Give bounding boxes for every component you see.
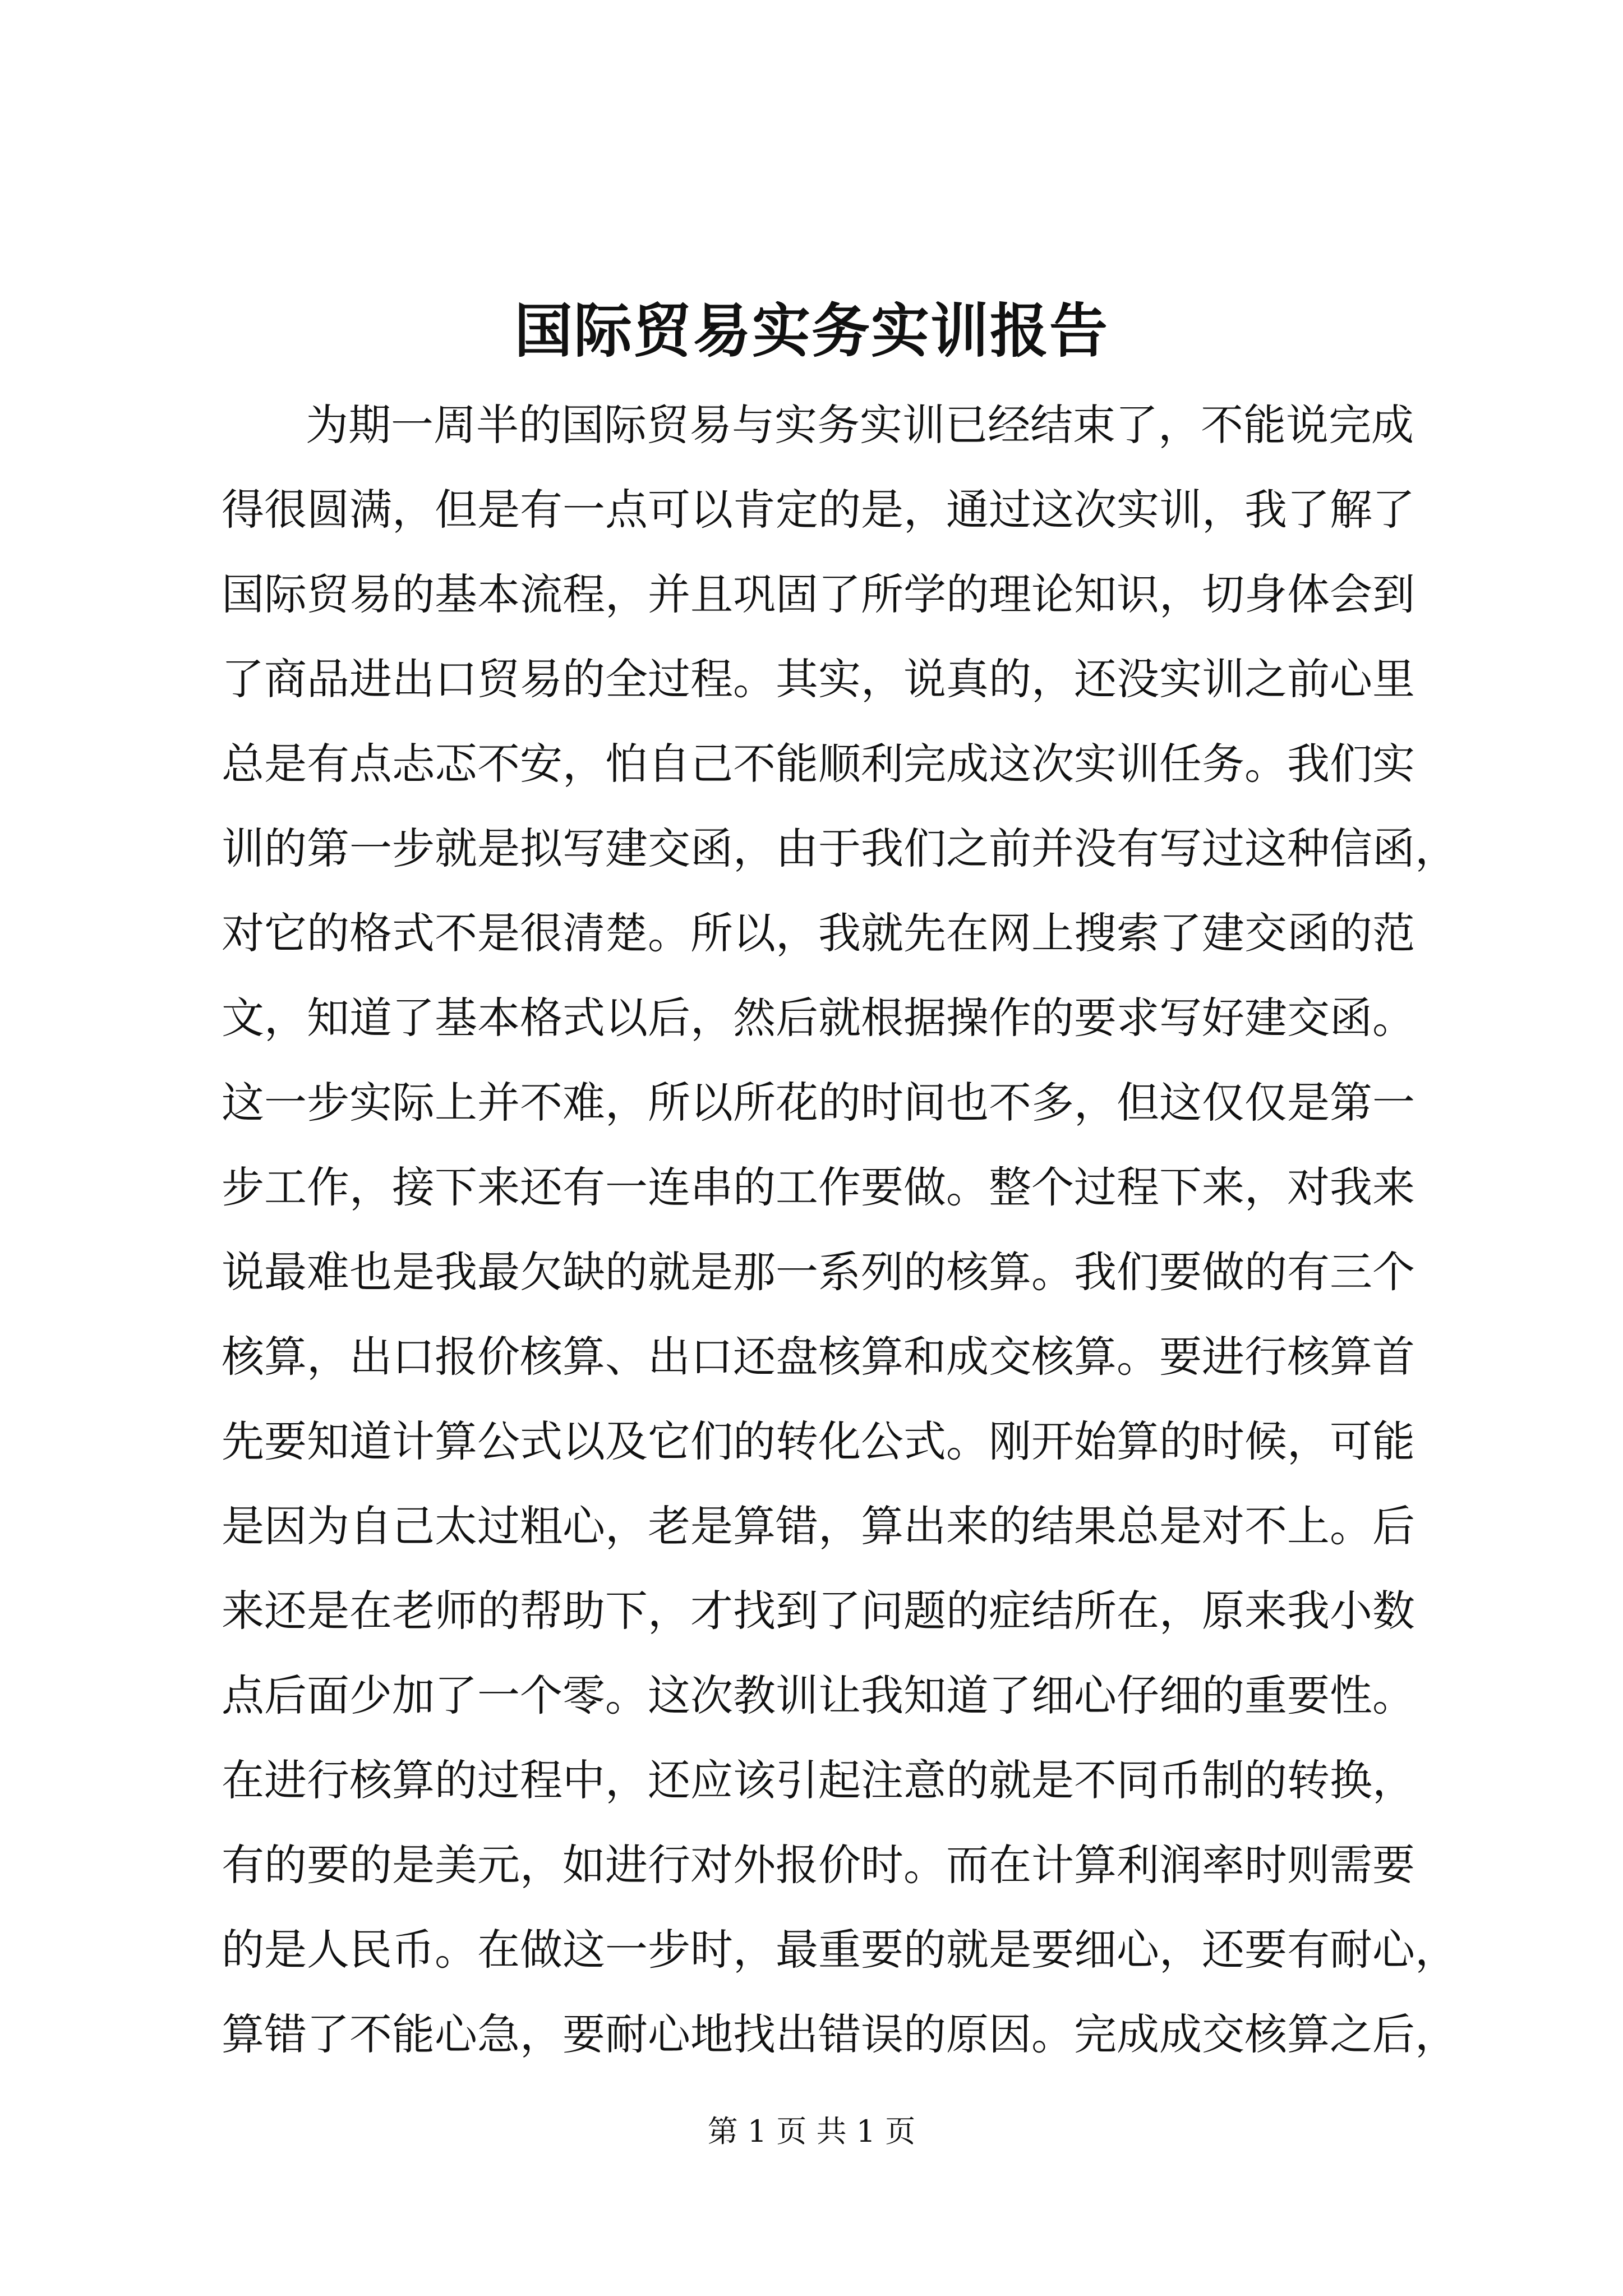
paragraph-line: 有的要的是美元，如进行对外报价时。而在计算利润率时则需要	[222, 1840, 1415, 1890]
paragraph-line: 训的第一步就是拟写建交函，由于我们之前并没有写过这种信函，	[222, 823, 1458, 873]
page-footer: 第 1 页 共 1 页	[707, 2114, 916, 2149]
paragraph-line: 先要知道计算公式以及它们的转化公式。刚开始算的时候，可能	[222, 1416, 1415, 1466]
paragraph-line: 文，知道了基本格式以后，然后就根据操作的要求写好建交函。	[222, 993, 1415, 1043]
paragraph-line: 点后面少加了一个零。这次教训让我知道了细心仔细的重要性。	[222, 1671, 1415, 1720]
paragraph-line: 算错了不能心急，要耐心地找出错误的原因。完成成交核算之后，	[222, 2009, 1458, 2059]
paragraph-line: 这一步实际上并不难，所以所花的时间也不多，但这仅仅是第一	[222, 1078, 1415, 1128]
paragraph-line: 了商品进出口贸易的全过程。其实，说真的，还没实训之前心里	[222, 654, 1415, 704]
paragraph-line: 来还是在老师的帮助下，才找到了问题的症结所在，原来我小数	[222, 1586, 1415, 1636]
report-body	[222, 383, 1458, 2077]
paragraph-line: 步工作，接下来还有一连串的工作要做。整个过程下来，对我来	[222, 1162, 1415, 1212]
paragraph-line: 核算，出口报价核算、出口还盘核算和成交核算。要进行核算首	[222, 1332, 1415, 1382]
paragraph-line: 在进行核算的过程中，还应该引起注意的就是不同币制的转换，	[222, 1755, 1415, 1805]
paragraph-line: 说最难也是我最欠缺的就是那一系列的核算。我们要做的有三个	[222, 1247, 1415, 1297]
paragraph-line: 得很圆满，但是有一点可以肯定的是，通过这次实训，我了解了	[222, 485, 1415, 535]
paragraph-line: 的是人民币。在做这一步时，最重要的就是要细心，还要有耐心，	[222, 1925, 1458, 1975]
paragraph-line: 国际贸易的基本流程，并且巩固了所学的理论知识，切身体会到	[222, 569, 1415, 619]
document-title: 国际贸易实务实训报告	[514, 296, 1109, 365]
paragraph-line: 为期一周半的国际贸易与实务实训已经结束了，不能说完成	[306, 400, 1414, 450]
paragraph-line: 是因为自己太过粗心，老是算错，算出来的结果总是对不上。后	[222, 1501, 1415, 1551]
paragraph-line: 对它的格式不是很清楚。所以，我就先在网上搜索了建交函的范	[222, 908, 1415, 958]
paragraph-line: 总是有点忐忑不安，怕自己不能顺利完成这次实训任务。我们实	[222, 739, 1415, 789]
